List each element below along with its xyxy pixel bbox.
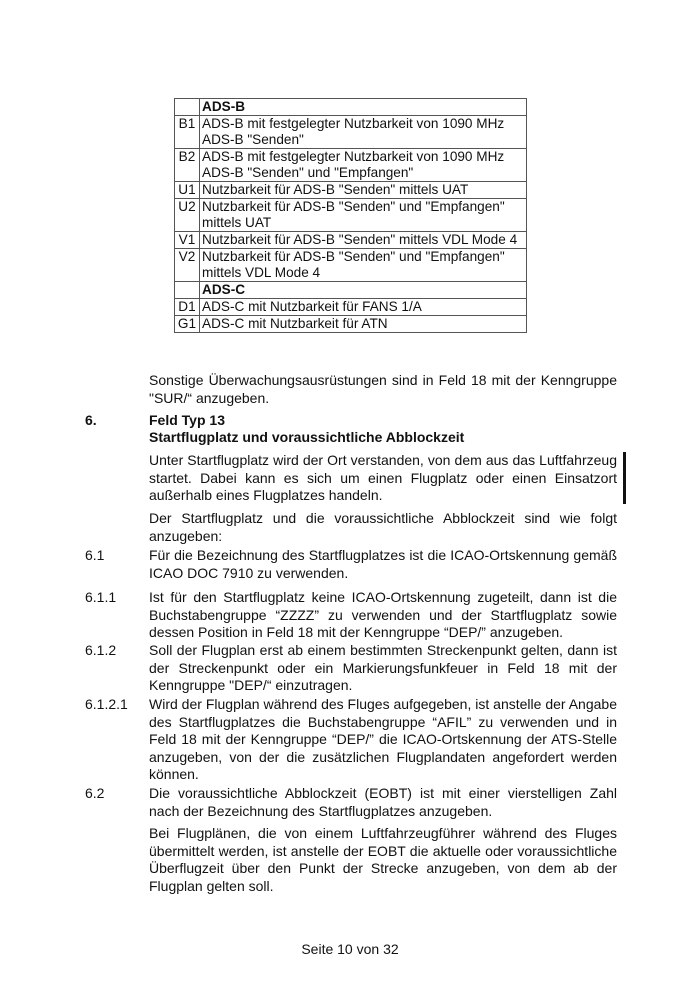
description-cell: ADS-C mit Nutzbarkeit für ATN [200,316,527,333]
ads-capability-table [174,98,527,333]
item-number: 6.1.2 [85,642,117,658]
table-header-row [175,282,527,299]
code-cell: G1 [175,316,200,333]
table-row [175,199,527,232]
code-cell [175,99,200,116]
description-cell: Nutzbarkeit für ADS-B "Senden" und "Empfangen" mittels UAT [200,199,527,232]
section-number: 6. [85,412,97,428]
description-cell: ADS-B [200,99,527,116]
table-body [175,99,527,333]
table-row [175,299,527,316]
section-title: Feld Typ 13 [149,412,225,428]
item-text: Ist für den Startflugplatz keine ICAO-Ortskennung zugeteilt, dann ist die Buchstabengruppe “ZZZZ” zu verwenden und der Startflugplatz sowie dessen Position in Feld 18 mit der Kenngruppe “DEP/” anzugeben. [149,589,617,640]
item-number: 6.1.2.1 [85,696,128,712]
page-footer: Seite 10 von 32 [301,941,399,957]
change-bar [623,452,626,504]
description-cell: Nutzbarkeit für ADS-B "Senden" und "Empfangen" mittels VDL Mode 4 [200,249,527,282]
item-number: 6.1 [85,547,105,563]
item-text: Für die Bezeichnung des Startflugplatzes ist die ICAO-Ortskennung gemäß ICAO DOC 7910 zu verwenden. [149,547,617,581]
table-header-row [175,99,527,116]
closing-paragraph: Bei Flugplänen, die von einem Luftfahrzeugführer während des Fluges übermittelt werden, ist anstelle der EOBT die aktuelle oder voraussichtliche Überflugzeit über den Punkt der Strecke anzugeben, von dem ab der Flugplan gelten soll. [149,825,617,894]
item-text: Die voraussichtliche Abblockzeit (EOBT) ist mit einer vierstelligen Zahl nach der Bezeichnung des Startflugplatzes anzugeben. [149,785,617,819]
description-cell: ADS-C mit Nutzbarkeit für FANS 1/A [200,299,527,316]
table-row [175,149,527,182]
item-text: Wird der Flugplan während des Fluges aufgegeben, ist anstelle der Angabe des Startflugplatzes die Buchstabengruppe “AFIL” zu verwenden und in Feld 18 mit der Kenngruppe “DEP/” die ICAO-Ortskennung der ATS-Stelle anzugeben, von der die zusätzlichen Flugplandaten angefordert werden können. [149,696,617,782]
description-cell: ADS-C [200,282,527,299]
code-cell: U2 [175,199,200,232]
description-cell: ADS-B mit festgelegter Nutzbarkeit von 1090 MHz ADS-B "Senden" [200,116,527,149]
item-text: Soll der Flugplan erst ab einem bestimmten Streckenpunkt gelten, dann ist der Streckenpunkt oder ein Markierungsfunkfeuer in Feld 18 mit der Kenngruppe "DEP/“ einzutragen. [149,642,617,693]
code-cell: U1 [175,182,200,199]
code-cell: V1 [175,232,200,249]
code-cell: B1 [175,116,200,149]
table-row [175,316,527,333]
code-cell: V2 [175,249,200,282]
table-row [175,249,527,282]
table-row [175,182,527,199]
code-cell [175,282,200,299]
description-cell: Nutzbarkeit für ADS-B "Senden" mittels VDL Mode 4 [200,232,527,249]
code-cell: B2 [175,149,200,182]
intro-paragraph: Sonstige Überwachungsausrüstungen sind in Feld 18 mit der Kenngruppe "SUR/“ anzugeben. [149,372,617,406]
code-cell: D1 [175,299,200,316]
section-subtitle: Startflugplatz und voraussichtliche Abblockzeit [149,429,465,445]
section-paragraph-1: Unter Startflugplatz wird der Ort verstanden, von dem aus das Luftfahrzeug startet. Dabei kann es sich um einen Flugplatz oder einen Einsatzort außerhalb eines Flugplatzes handeln. [149,452,617,503]
section-paragraph-2: Der Startflugplatz und die voraussichtliche Abblockzeit sind wie folgt anzugeben: [149,510,617,544]
item-number: 6.1.1 [85,589,117,605]
table-row [175,116,527,149]
item-number: 6.2 [85,785,105,801]
description-cell: ADS-B mit festgelegter Nutzbarkeit von 1090 MHz ADS-B "Senden" und "Empfangen" [200,149,527,182]
description-cell: Nutzbarkeit für ADS-B "Senden" mittels UAT [200,182,527,199]
table-row [175,232,527,249]
